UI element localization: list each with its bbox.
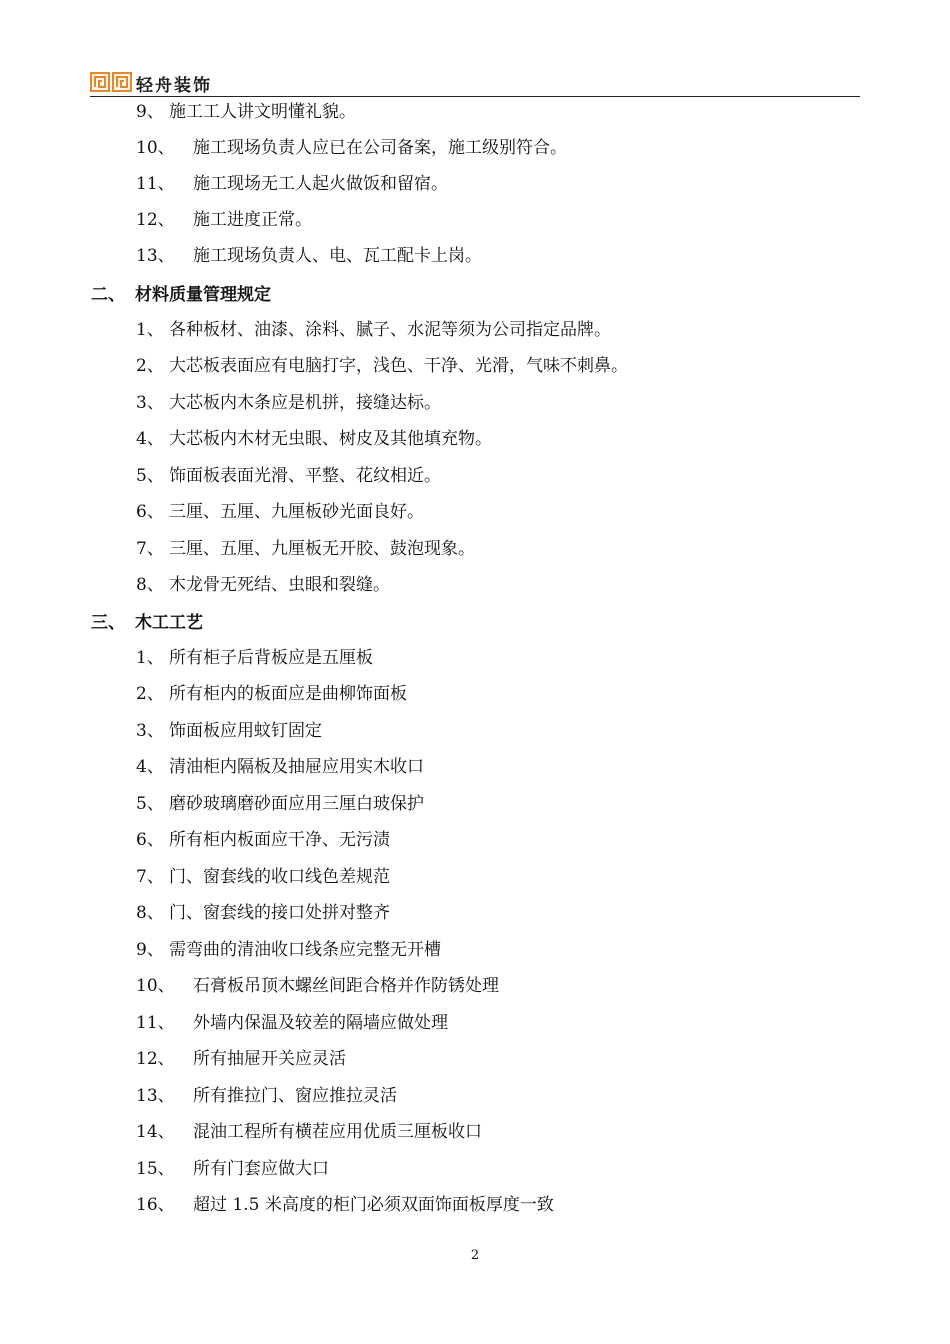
item-number: 4、 (136, 757, 164, 777)
item-text: 所有推拉门、窗应推拉灵活 (193, 1086, 397, 1106)
item-text: 饰面板应用蚊钉固定 (169, 721, 322, 741)
item-text: 大芯板内木条应是机拼，接缝达标。 (169, 393, 441, 413)
item-text: 所有柜内的板面应是曲柳饰面板 (169, 684, 407, 704)
item-text: 所有抽屉开关应灵活 (193, 1049, 346, 1069)
brand-name: 轻舟装饰 (136, 76, 212, 96)
section-number: 三、 (91, 613, 125, 633)
item-text: 门、窗套线的收口线色差规范 (169, 867, 390, 887)
item-text: 三厘、五厘、九厘板无开胶、鼓泡现象。 (169, 539, 475, 559)
item-text: 混油工程所有横茬应用优质三厘板收口 (193, 1122, 482, 1142)
item-number: 6、 (136, 830, 164, 850)
page-number: 2 (470, 1248, 480, 1263)
item-number: 7、 (136, 867, 164, 887)
item-number: 11、 (136, 1013, 175, 1033)
item-text: 三厘、五厘、九厘板砂光面良好。 (169, 502, 424, 522)
item-text: 石膏板吊顶木螺丝间距合格并作防锈处理 (193, 976, 499, 996)
item-number: 13、 (136, 1086, 175, 1106)
item-text: 磨砂玻璃磨砂面应用三厘白玻保护 (169, 794, 424, 814)
item-number: 4、 (136, 429, 164, 449)
item-number: 15、 (136, 1159, 175, 1179)
item-number: 2、 (136, 684, 164, 704)
page-header (90, 70, 860, 98)
section-number: 二、 (91, 285, 125, 305)
item-number: 16、 (136, 1195, 175, 1215)
item-number: 13、 (136, 246, 175, 266)
item-text: 施工工人讲文明懂礼貌。 (169, 102, 356, 122)
item-text: 需弯曲的清油收口线条应完整无开槽 (169, 940, 441, 960)
item-number: 1、 (136, 320, 164, 340)
header-divider (90, 96, 860, 97)
item-text: 大芯板内木材无虫眼、树皮及其他填充物。 (169, 429, 492, 449)
item-text: 施工现场无工人起火做饭和留宿。 (193, 174, 448, 194)
section-title: 木工工艺 (135, 613, 203, 633)
item-number: 9、 (136, 940, 164, 960)
item-text: 清油柜内隔板及抽屉应用实木收口 (169, 757, 424, 777)
item-number: 2、 (136, 356, 164, 376)
item-text: 施工现场负责人应已在公司备案，施工级别符合。 (193, 138, 567, 158)
item-text: 所有柜内板面应干净、无污渍 (169, 830, 390, 850)
item-text: 施工现场负责人、电、瓦工配卡上岗。 (193, 246, 482, 266)
item-text: 大芯板表面应有电脑打字，浅色、干净、光滑，气味不刺鼻。 (169, 356, 628, 376)
item-number: 11、 (136, 174, 175, 194)
item-text: 饰面板表面光滑、平整、花纹相近。 (169, 466, 441, 486)
item-number: 1、 (136, 648, 164, 668)
item-number: 3、 (136, 393, 164, 413)
item-number: 5、 (136, 794, 164, 814)
item-number: 5、 (136, 466, 164, 486)
item-text: 外墙内保温及较差的隔墙应做处理 (193, 1013, 448, 1033)
item-number: 9、 (136, 102, 164, 122)
item-number: 14、 (136, 1122, 175, 1142)
item-number: 10、 (136, 976, 175, 996)
company-logo-icon (90, 72, 132, 92)
item-text: 各种板材、油漆、涂料、腻子、水泥等须为公司指定品牌。 (169, 320, 611, 340)
item-number: 12、 (136, 1049, 175, 1069)
item-number: 3、 (136, 721, 164, 741)
item-text: 施工进度正常。 (193, 210, 312, 230)
item-text: 木龙骨无死结、虫眼和裂缝。 (169, 575, 390, 595)
item-text: 超过 1.5 米高度的柜门必须双面饰面板厚度一致 (193, 1195, 554, 1215)
item-number: 10、 (136, 138, 175, 158)
item-number: 8、 (136, 575, 164, 595)
item-number: 6、 (136, 502, 164, 522)
item-text: 门、窗套线的接口处拼对整齐 (169, 903, 390, 923)
section-title: 材料质量管理规定 (135, 285, 271, 305)
item-text: 所有柜子后背板应是五厘板 (169, 648, 373, 668)
item-number: 7、 (136, 539, 164, 559)
item-number: 8、 (136, 903, 164, 923)
item-text: 所有门套应做大口 (193, 1159, 329, 1179)
item-number: 12、 (136, 210, 175, 230)
